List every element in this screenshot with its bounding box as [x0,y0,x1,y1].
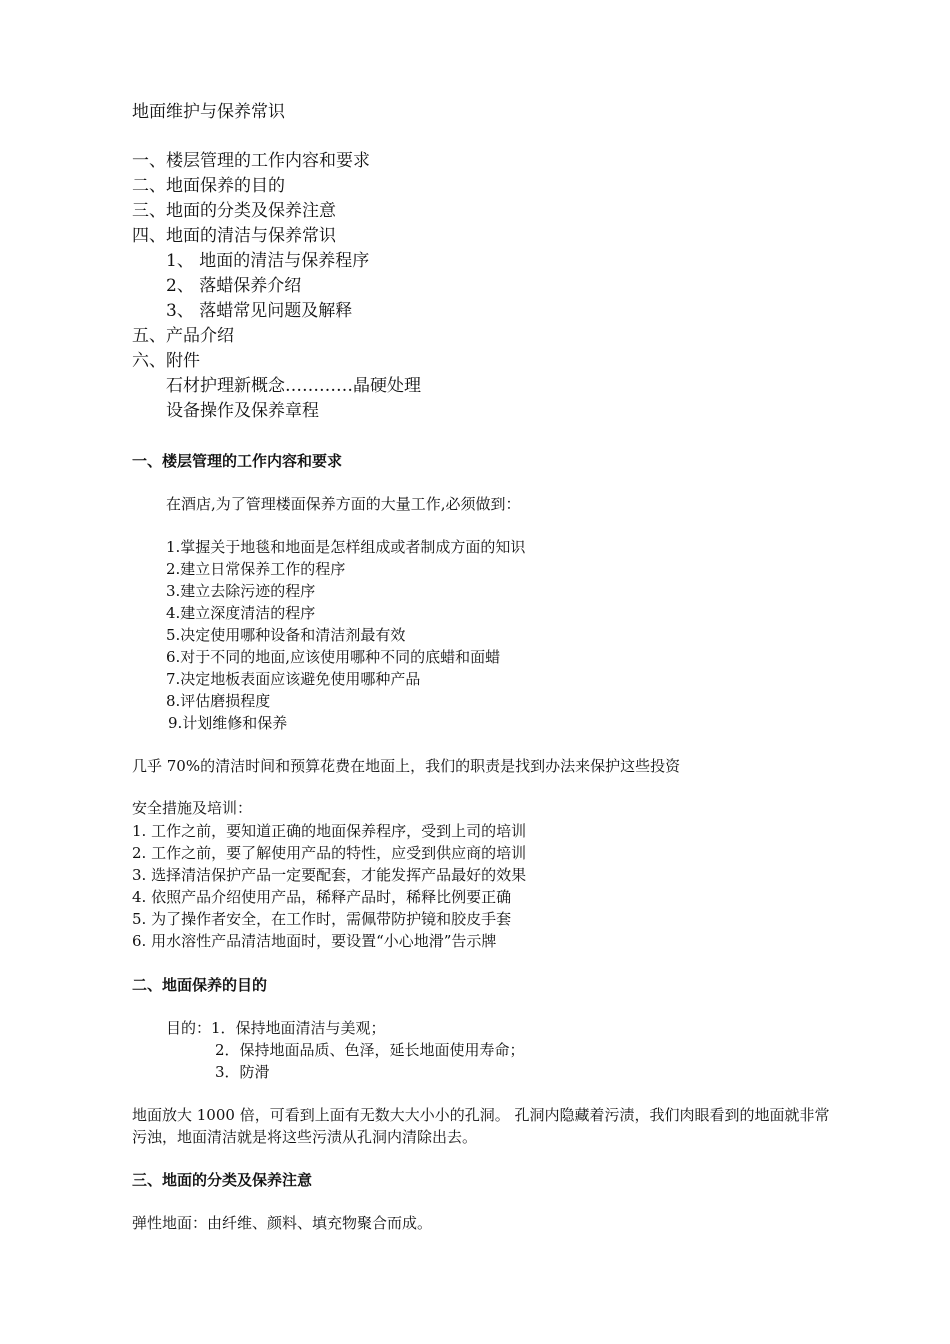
toc-subitem: 2、 落蜡保养介绍 [166,276,302,296]
list-item: 7.决定地板表面应该避免使用哪种产品 [166,670,421,688]
toc-item: 六、附件 [132,351,200,371]
paragraph: 弹性地面：由纤维、颜料、填充物聚合而成。 [132,1214,433,1232]
section-heading: 一、楼层管理的工作内容和要求 [132,452,343,470]
toc-item: 四、地面的清洁与保养常识 [132,226,336,246]
toc-item: 一、楼层管理的工作内容和要求 [132,151,370,171]
purpose-item: 3．防滑 [215,1063,270,1081]
list-item: 9.计划维修和保养 [168,714,288,732]
section-heading: 三、地面的分类及保养注意 [132,1171,313,1189]
list-item: 1.掌握关于地毯和地面是怎样组成或者制成方面的知识 [166,538,526,556]
paragraph: 地面放大 1000 倍，可看到上面有无数大大小小的孔洞。 孔洞内隐藏着污渍，我们肉眼看到的地面就非常污浊，地面清洁就是将这些污渍从孔洞内清除出去。 [132,1106,830,1146]
safety-item: 1. 工作之前，要知道正确的地面保养程序，受到上司的培训 [132,822,527,840]
document-title: 地面维护与保养常识 [132,102,285,122]
list-item: 2.建立日常保养工作的程序 [166,560,346,578]
list-item: 3.建立去除污迹的程序 [166,582,316,600]
toc-subitem: 1、 地面的清洁与保养程序 [166,251,370,271]
safety-item: 5. 为了操作者安全，在工作时，需佩带防护镜和胶皮手套 [132,910,512,928]
list-item: 4.建立深度清洁的程序 [166,604,316,622]
section-intro: 在酒店,为了管理楼面保养方面的大量工作,必须做到： [166,495,521,513]
safety-item: 6. 用水溶性产品清洁地面时，要设置“小心地滑”告示牌 [132,932,497,950]
toc-attachment: 设备操作及保养章程 [166,401,319,421]
toc-subitem: 3、 落蜡常见问题及解释 [166,301,353,321]
toc-item: 五、产品介绍 [132,326,234,346]
paragraph: 几乎 70%的清洁时间和预算花费在地面上，我们的职责是找到办法来保护这些投资 [132,757,681,775]
purpose-item: 目的：1．保持地面清洁与美观； [166,1019,386,1037]
safety-item: 3. 选择清洁保护产品一定要配套，才能发挥产品最好的效果 [132,866,527,884]
toc-item: 三、地面的分类及保养注意 [132,201,336,221]
toc-attachment: 石材护理新概念…………晶硬处理 [166,376,421,396]
safety-title: 安全措施及培训： [132,799,253,817]
safety-item: 2. 工作之前，要了解使用产品的特性，应受到供应商的培训 [132,844,527,862]
safety-item: 4. 依照产品介绍使用产品，稀释产品时，稀释比例要正确 [132,888,512,906]
section-heading: 二、地面保养的目的 [132,976,268,994]
toc-item: 二、地面保养的目的 [132,176,285,196]
list-item: 8.评估磨损程度 [166,692,271,710]
list-item: 6.对于不同的地面,应该使用哪种不同的底蜡和面蜡 [166,648,501,666]
list-item: 5.决定使用哪种设备和清洁剂最有效 [166,626,406,644]
purpose-item: 2．保持地面品质、色泽，延长地面使用寿命； [215,1041,525,1059]
